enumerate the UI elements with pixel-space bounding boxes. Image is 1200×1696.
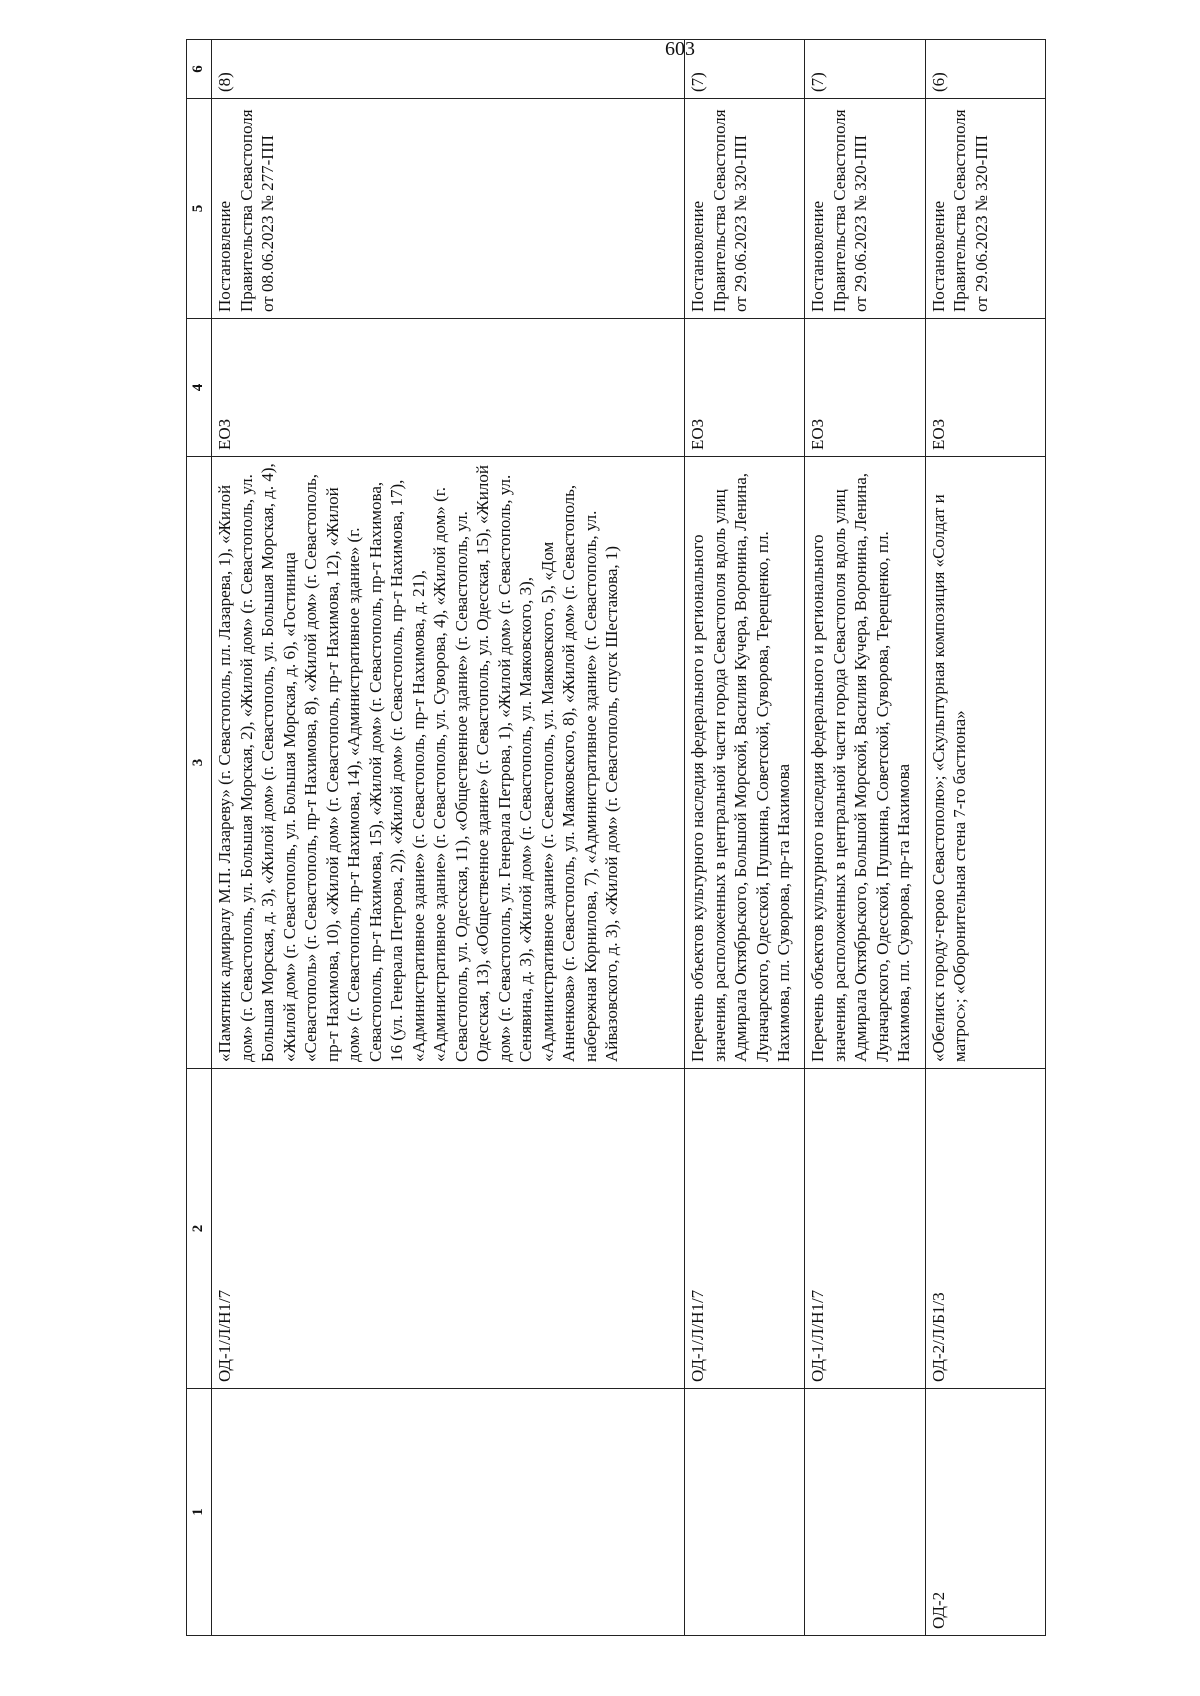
table-row: [805, 40, 925, 1636]
header-col-6: 6: [187, 40, 212, 99]
subzone-code-cell: ОД-1/Л/Н1/7: [805, 1069, 925, 1389]
footnote-cell: (6): [925, 40, 1045, 99]
zone-type-cell: ЕОЗ: [805, 319, 925, 457]
header-row: [187, 40, 212, 1636]
objects-list-cell: Перечень объектов культурного наследия федерального и регионального значения, расположенных в центральной части города Севастополя вдоль улиц Адмирала Октябрьского, Большой Морской, Василия Кучера, Воронина, Ленина, Луначарского, Одесской, Пушкина, Советской, Суворова, Терещенко, пл. Нахимова, пл. Суворова, пр-та Нахимова: [685, 457, 805, 1069]
resolution-cell: Постановление Правительства Севастополя от 08.06.2023 № 277-ПП: [212, 99, 685, 319]
header-col-5: 5: [187, 99, 212, 319]
objects-list-cell: «Памятник адмиралу М.П. Лазареву» (г. Севастополь, пл. Лазарева, 1), «Жилой дом» (г. Севастополь, ул. Большая Морская, 2), «Жилой дом» (г. Севастополь, ул. Большая Морская, д. 3), «Жилой дом» (г. Севастополь, ул. Большая Морская, д. 4), «Жилой дом» (г. Севастополь, ул. Большая Морская, д. 6), «Гостиница «Севастополь» (г. Севастополь, пр-т Нахимова, 8), «Жилой дом» (г. Севастополь, пр-т Нахимова, 10), «Жилой дом» (г. Севастополь, пр-т Нахимова, 12), «Жилой дом» (г. Севастополь, пр-т Нахимова, 14), «Административное здание» (г. Севастополь, пр-т Нахимова, 15), «Жилой дом» (г. Севастополь, пр-т Нахимова, 16 (ул. Генерала Петрова, 2)), «Жилой дом» (г. Севастополь, пр-т Нахимова, 17), «Административное здание» (г. Севастополь, пр-т Нахимова, д. 21), «Административное здание» (г. Севастополь, ул. Суворова, 4), «Жилой дом» (г. Севастополь, ул. Одесская, 11), «Общественное здание» (г. Севастополь, ул. Одесская, 13), «Общественное здание» (г. Севастополь, ул. Одесская, 15), «Жилой дом» (г. Севастополь, ул. Генерала Петрова, 1), «Жилой дом» (г. Севастополь, ул. Сенявина, д. 3), «Жилой дом» (г. Севастополь, ул. Маяковского, 3), «Административное здание» (г. Севастополь, ул. Маяковского, 5), «Дом Анненкова» (г. Севастополь, ул. Маяковского, 8), «Жилой дом» (г. Севастополь, набережная Корнилова, 7), «Административное здание» (г. Севастополь, ул. Айвазовского, д. 3), «Жилой дом» (г. Севастополь, спуск Шестакова, 1): [212, 457, 685, 1069]
header-col-2: 2: [187, 1069, 212, 1389]
resolution-cell: Постановление Правительства Севастополя от 29.06.2023 № 320-ПП: [925, 99, 1045, 319]
zone-type-cell: ЕОЗ: [925, 319, 1045, 457]
objects-list-cell: Перечень объектов культурного наследия федерального и регионального значения, расположенных в центральной части города Севастополя вдоль улиц Адмирала Октябрьского, Большой Морской, Василия Кучера, Воронина, Ленина, Луначарского, Одесской, Пушкина, Советской, Суворова, Терещенко, пл. Нахимова, пл. Суворова, пр-та Нахимова: [805, 457, 925, 1069]
footnote-cell: (8): [212, 40, 685, 99]
zone-cell: [685, 1389, 805, 1636]
subzone-code-cell: ОД-1/Л/Н1/7: [212, 1069, 685, 1389]
header-col-1: 1: [187, 1389, 212, 1636]
table-row: [685, 40, 805, 1636]
zone-cell: [805, 1389, 925, 1636]
zones-table: [186, 39, 1046, 1636]
header-col-4: 4: [187, 319, 212, 457]
resolution-cell: Постановление Правительства Севастополя от 29.06.2023 № 320-ПП: [805, 99, 925, 319]
rotated-table-container: [186, 65, 1046, 1636]
resolution-cell: Постановление Правительства Севастополя от 29.06.2023 № 320-ПП: [685, 99, 805, 319]
zone-type-cell: ЕОЗ: [685, 319, 805, 457]
table-row: [925, 40, 1045, 1636]
header-col-3: 3: [187, 457, 212, 1069]
subzone-code-cell: ОД-2/Л/Б1/3: [925, 1069, 1045, 1389]
objects-list-cell: «Обелиск городу-герою Севастополю»; «Скульптурная композиция «Солдат и матрос»; «Оборонительная стена 7-го бастиона»: [925, 457, 1045, 1069]
footnote-cell: (7): [685, 40, 805, 99]
page-number: 603: [665, 38, 695, 60]
zone-cell: [212, 1389, 685, 1636]
zone-cell: ОД-2: [925, 1389, 1045, 1636]
subzone-code-cell: ОД-1/Л/Н1/7: [685, 1069, 805, 1389]
table-row: [212, 40, 685, 1636]
footnote-cell: (7): [805, 40, 925, 99]
zone-type-cell: ЕОЗ: [212, 319, 685, 457]
